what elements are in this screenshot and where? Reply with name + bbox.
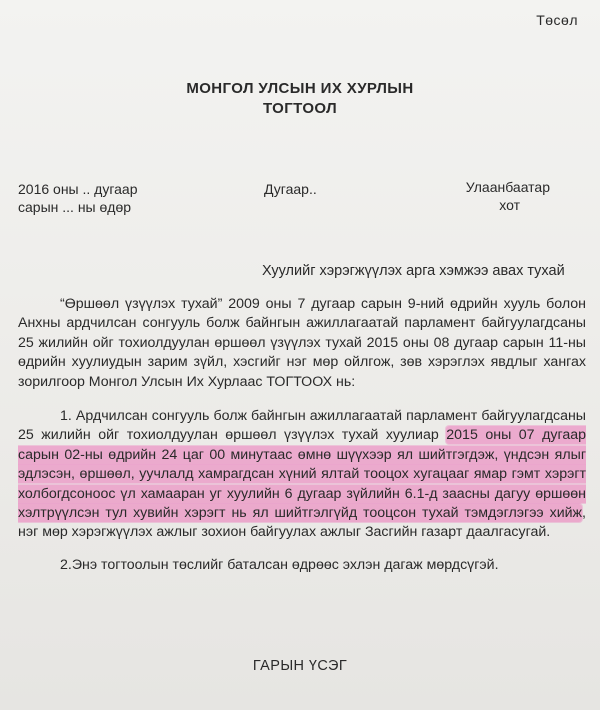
place-city: Улаанбаатар: [465, 179, 550, 195]
article-1-paragraph: [18, 407, 586, 543]
document-number: Дугаар..: [264, 181, 317, 197]
preamble-paragraph: “Өршөөл үзүүлэх тухай” 2009 оны 7 дугаар сарын 9-ний өдрийн хууль болон Анхны ардчилсан сонгууль болж байнгын ажиллагаатай парламент байгуулагдсаны 25 жилийн ойг тохиолдуулан өршөөл үзүүлэх тухай 2015 оны 08 дугаар сарын 11-ны өдрийн хуулиудын зарим зүйл, хэсгийг нэг мөр ойлгож, зөв хэрэглэх явдлыг хангах зорилгоор Монгол Улсын Их Хурлаас ТОГТООХ нь:: [18, 296, 586, 390]
date-block: [18, 180, 138, 216]
subject-line: Хуулийг хэрэгжүүлэх арга хэмжээ авах тухай: [262, 263, 565, 279]
place-town: хот: [499, 197, 520, 213]
signature-label: ГАРЫН ҮСЭГ: [252, 658, 348, 674]
date-line1: 2016 оны .. дугаар: [18, 181, 138, 197]
article-2-paragraph: 2.Энэ тогтоолын төслийг баталсан өдрөөс эхлэн дагаж мөрдсүгэй.: [60, 557, 499, 573]
document-title-line2: ТОГТООЛ: [262, 100, 338, 117]
date-line2: сарын ... ны өдөр: [18, 199, 132, 215]
document-title-line1: МОНГОЛ УЛСЫН ИХ ХУРЛЫН: [186, 80, 414, 97]
place-block: [430, 178, 570, 214]
article-1-text-end: , нэг мөр хэрэгжүүлэх ажлыг зохион байгуулах ажлыг Засгийн газарт даалгасугай.: [18, 505, 586, 541]
draft-label: Төсөл: [536, 12, 578, 28]
article-1-text-start: 1. Ардчилсан сонгууль болж байнгын ажиллагаатай парламент байгуулагдсаны 25 жилийн ойг тохиолдуулан өршөөл үзүүлэх тухай хуулиар: [18, 408, 586, 444]
highlighted-text: 2015 оны 07 дугаар сарын 02-ны өдрийн 24 цаг 00 минутаас өмнө шүүхээр ял шийтгэгдэж, үндсэн ялыг эдлэсэн, өршөөл, уучлалд хамрагдсан хүний ялтай тооцох хугацааг ямар гэмт хэрэгт холбогдсоноос үл хамааран уг хуулийн 6 дугаар зүйлийн 6.1-д заасны дагуу өршөөн хэлтрүүлсэн тул хувийн хэрэгт нь ял шийтгэлгүйд тооцсон тухай тэмдэглэгээ хийж: [18, 427, 586, 522]
